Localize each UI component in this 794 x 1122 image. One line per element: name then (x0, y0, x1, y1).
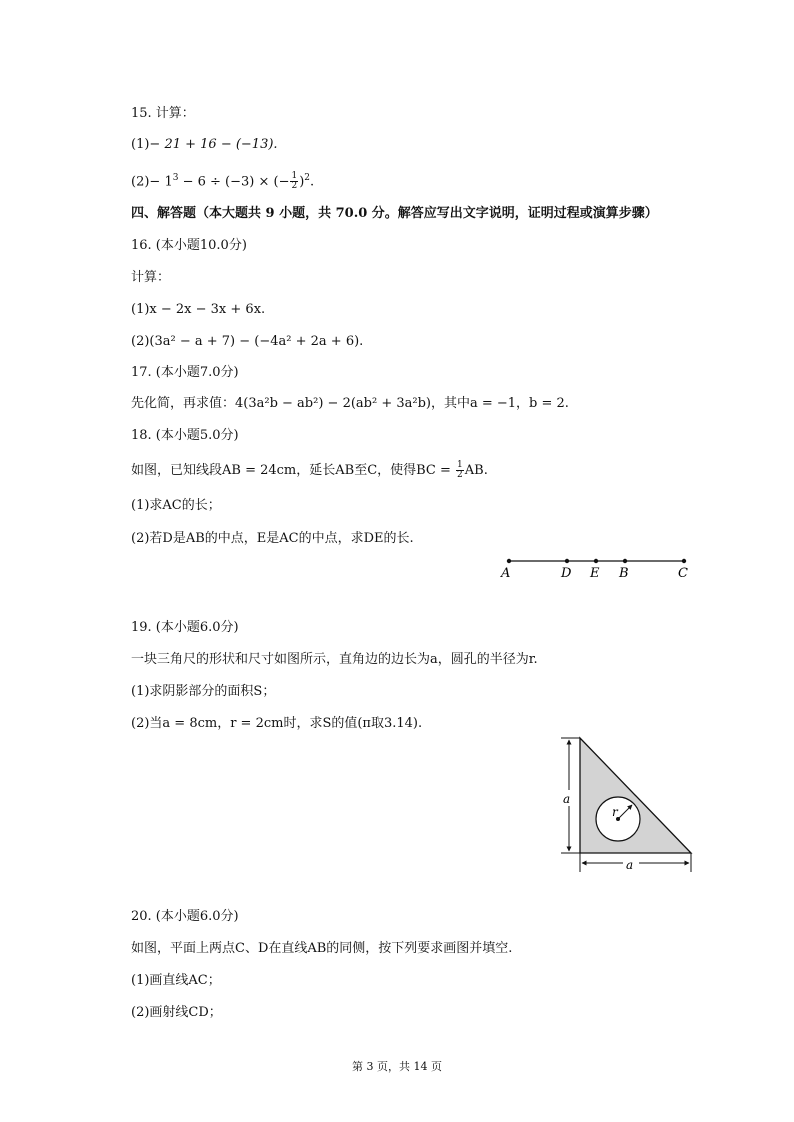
q15-part1 (131, 137, 278, 153)
point-d-dot (565, 559, 569, 563)
q18-text-pre: 如图，已知线段AB = 24cm，延长AB至C，使得BC = (131, 463, 456, 478)
page-footer: 第 3 页，共 14 页 (352, 1060, 442, 1073)
point-b-dot (623, 559, 627, 563)
q18-part1: (1)求AC的长； (131, 498, 221, 513)
point-e-label: E (590, 566, 600, 581)
q16-intro: 计算： (131, 270, 171, 285)
point-c-label: C (678, 566, 688, 581)
q16-heading: 16. (本小题10.0分) (131, 238, 247, 253)
q15-part2-exp2: 2 (304, 173, 311, 183)
point-c-dot (682, 559, 686, 563)
q16-part1: (1)x − 2x − 3x + 6x. (131, 302, 266, 317)
q15-part2 (131, 170, 314, 191)
q15-part2-exp: 3 (172, 173, 179, 183)
q18-fraction (456, 461, 464, 480)
q15-fraction-numerator: 1 (291, 171, 298, 182)
vertical-side-label: a (563, 792, 571, 806)
q15-part2-label: (2) (131, 174, 150, 190)
q15-part2-mid: − 6 ÷ (−3) × (− (178, 174, 290, 190)
shaded-triangle (580, 738, 691, 853)
q16-part2: (2)(3a² − a + 7) − (−4a² + 2a + 6). (131, 334, 364, 349)
q18-fraction-numerator: 1 (457, 460, 463, 470)
q20-heading: 20. (本小题6.0分) (131, 909, 239, 924)
q15-part1-label: (1) (131, 137, 150, 152)
q18-part2: (2)若D是AB的中点，E是AC的中点，求DE的长. (131, 531, 414, 546)
point-e-dot (594, 559, 598, 563)
horizontal-side-label: a (626, 858, 634, 872)
q18-heading: 18. (本小题5.0分) (131, 428, 239, 443)
point-d-label: D (561, 566, 572, 581)
q19-heading: 19. (本小题6.0分) (131, 620, 239, 635)
q19-part1: (1)求阴影部分的面积S； (131, 684, 276, 699)
q18-text-post: AB. (464, 463, 488, 478)
q17-text: 先化简，再求值：4(3a²b − ab²) − 2(ab² + 3a²b)，其中a = −1，b = 2. (131, 396, 569, 411)
point-a-dot (507, 559, 511, 563)
q18-fraction-denominator: 2 (457, 470, 463, 480)
q15-fraction-denominator: 2 (291, 181, 298, 192)
radius-label: r (612, 805, 618, 819)
q15-part1-expr: − 21 + 16 − (−13). (149, 137, 278, 152)
q19-triangle-figure (555, 732, 700, 874)
q15-part2-post: ) (299, 174, 305, 190)
q19-part2: (2)当a = 8cm，r = 2cm时，求S的值(π取3.14). (131, 716, 423, 731)
q20-text: 如图，平面上两点C、D在直线AB的同侧，按下列要求画图并填空. (131, 941, 513, 956)
q15-part2-end: . (310, 174, 315, 190)
q15-part2-pre: − 1 (149, 174, 173, 190)
q18-segment-figure (495, 552, 700, 584)
point-a-label: A (501, 566, 511, 581)
q19-text: 一块三角尺的形状和尺寸如图所示，直角边的边长为a，圆孔的半径为r. (131, 652, 538, 667)
q17-heading: 17. (本小题7.0分) (131, 365, 239, 380)
q18-text (131, 461, 488, 480)
q15-heading: 15. 计算： (131, 106, 195, 121)
section-4-heading: 四、解答题（本大题共 9 小题，共 70.0 分。解答应写出文字说明，证明过程或演算步骤） (131, 206, 658, 221)
point-b-label: B (619, 566, 629, 581)
q20-part1: (1)画直线AC； (131, 973, 221, 988)
q20-part2: (2)画射线CD； (131, 1005, 222, 1020)
q15-part2-fraction (290, 172, 298, 191)
